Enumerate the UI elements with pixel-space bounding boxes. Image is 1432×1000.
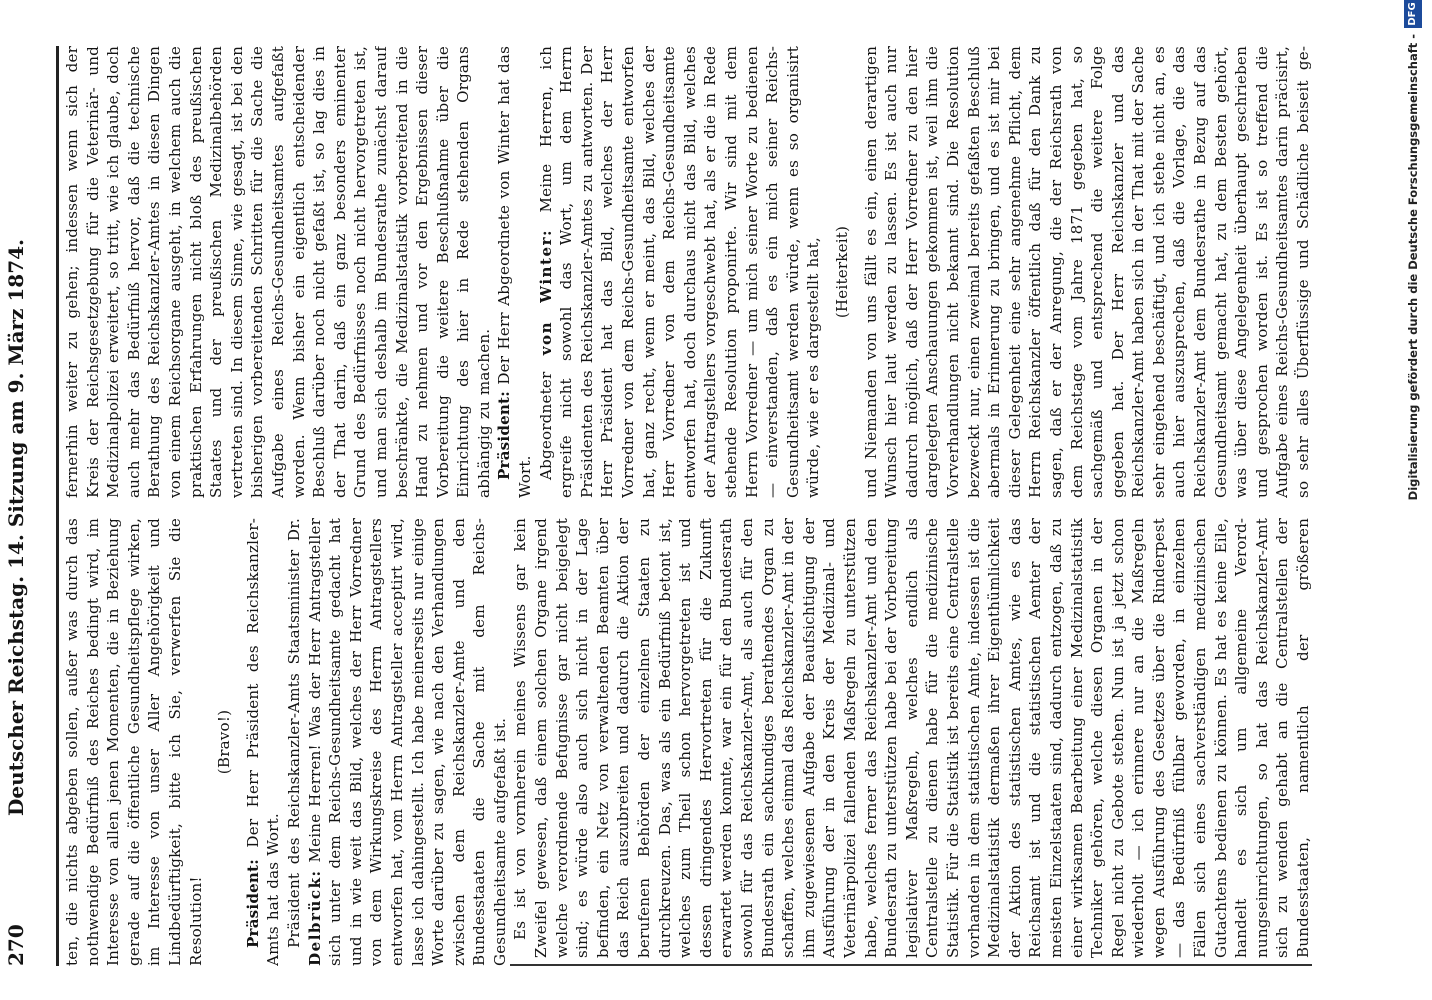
statement-text: Der Herr Abgeordnete von Winter hat das Wort. <box>495 46 535 498</box>
paragraph: fernerhin weiter zu gehen; indessen wenn sich der Kreis der Reichsgesetzgebung für die Veterinär- und Medizinalpolizei erweitert, so tritt, wie ich glaube, doch auch mehr das Bedürfniß hervor, daß die technische Berathung des Reichskanzler-Amtes in diesen Dingen von einem Reichsorgane ausgeht, in welchem auch die praktischen Erfahrungen nicht bloß des preußischen Staates und der preußischen Medizinalbehörden vertreten sind. In diesem Sinne, wie gesagt, ist bei den bisherigen vorbereitenden Schritten für die Sache die Aufgabe eines Reichs-Gesundheitsamtes aufgefaßt worden. Wenn bisher ein eigentlich entscheidender Beschluß darüber noch nicht gefaßt ist, so lag dies in der That darin, daß ein ganz besonders eminenter Grund des Bedürfnisses noch nicht hervorgetreten ist, und man sich deshalb im Bundesrathe zunächst darauf beschränkte, die Medizinalstatistik vorbereitend in die Hand zu nehmen und vor den Ergebnissen dieser Vorbereitung die weitere Beschlußnahme über die Einrichtung des hier in Rede stehenden Organs abhängig zu machen. <box>63 46 493 498</box>
statement-text: Der Herr Präsident des Reichskanzler-Amts hat das Wort. <box>243 518 283 966</box>
bravo-note: (Bravo!) <box>215 709 234 775</box>
president-statement <box>494 46 535 498</box>
digitization-credit <box>1404 0 1424 1000</box>
running-title: Deutscher Reichstag. 14. Sitzung am 9. März 1874. <box>4 238 28 816</box>
paragraph: ten, die nichts abgeben sollen, außer was durch das nothwendige Bedürfniß des Reiches bedingt wird, im Interesse von allen jenen Momenten, die in Beziehung gerade auf die öffentliche Gesundheitspflege wirken, im Interesse von unser Aller Angehörigkeit und Lindbedürftigkeit, bitte ich Sie, verwerfen Sie die Resolution! <box>63 518 205 966</box>
dfg-logo: DFG <box>1404 0 1422 28</box>
speaker-label: Präsident: <box>495 391 514 480</box>
speaker-name: von Winter: <box>536 228 555 356</box>
header-rule <box>56 46 59 966</box>
speaker-label: Präsident: <box>243 859 262 948</box>
credit-text: Digitalisierung gefördert durch die Deutsche Forschungsgemeinschaft - <box>1406 34 1420 501</box>
speech-text: Meine Herren, ich ergreife nicht sowohl das Wort, um dem Herrn Präsidenten des Reichskanzler-Amtes zu antworten. Der Herr Präsident hat das Bild, welches der Herr Vorredner von dem Reichs-Gesundheitsamte entworfen hat, ganz recht, wenn er meint, das Bild, welches der Herr Vorredner von dem Reichs-Gesundheitsamte entworfen hat, doch durchaus nicht das Bild, welches der Antragstellers vorgeschwebt hat, als er die in Rede stehende Resolution proponirte. Wir sind mit dem Herrn Vorredner — um mich seiner Worte zu bedienen — einverstanden, daß es ein mich seiner Reichs-Gesundheitsamt werden würde, wenn es so organisirt würde, wie er es dargestellt hat, <box>536 46 823 498</box>
left-column <box>62 518 1312 966</box>
speaker-title: Präsident des Reichskanzler-Amts Staatsminister Dr. <box>284 518 303 948</box>
paragraph: Es ist von vornherein meines Wissens gar kein Zweifel gewesen, daß einem solchen Organe irgend welche verordnende Befugnisse gar nicht beigelegt sind; es würde also auch sich nicht in der Lage befinden, ein Netz von verwaltenden Beamten über das Reich auszubreiten und dadurch die Aktion der berufenen Behörden der einzelnen Staaten zu durchkreuzen. Das, was als ein Bedürfniß betont ist, welches zum Theil schon hervorgetreten ist und dessen dringendes Hervortreten für die Zukunft erwartet werden konnte, war ein für den Bundesrath sowohl für das Reichskanzler-Amt, als auch für den Bundesrath ein sachkundiges berathendes Organ zu schaffen, welches einmal das Reichskanzler-Amt in der ihm zugewiesenen Aufgabe der Beaufsichtigung der Ausführung der in den Kreis der Medizinal- und Veterinärpolizei fallenden Maßregeln zu unterstützen habe, welches ferner das Reichskanzler-Amt und den Bundesrath zu unterstützen habe bei der Vorbereitung legislativer Maßregeln, welches endlich als Centralstelle zu dienen habe für die medizinische Statistik. Für die Statistik ist bereits eine Centralstelle vorhanden in dem statistischen Amte, indessen ist die Medizinalstatistik dermaßen ihrer Eigenthümlichkeit der Aktion des statistischen Amtes, wie es das Reichsamt ist und die statistischen Aemter der meisten Einzelstaaten sind, dadurch entzogen, daß zu einer wirksamen Bearbeitung einer Medizinalstatistik Techniker gehören, welche diesen Organen in der Regel nicht zu Gebote stehen. Nun ist ja jetzt schon wiederholt — ich erinnere nur an die Maßregeln wegen Ausführung des Gesetzes über die Rinderpest — das Bedürfniß fühlbar geworden, in einzelnen Fällen sich eines sachverständigen medizinischen Gutachtens bedienen zu können. Es hat es keine Eile, handelt es sich um allgemeine Verordnungseinrichtungen, so hat das Reichskanzler-Amt sich zu wenden gehabt an die Centralstellen der Bundesstaaten, namentlich der größeren <box>510 518 1312 966</box>
right-column <box>62 46 1312 498</box>
speech-text: Meine Herren! Was der Herr Antragsteller sich unter dem Reichs-Gesundheitsamte gedacht hat und in wie weit das Bild, welches der Herr Vorredner von dem Wirkungskreise des Herrn Antragstellers entworfen hat, vom Herrn Antragsteller acceptirt wird, lasse ich dahingestellt. Ich habe meinerseits nur einige Worte darüber zu sagen, wie nach den Verhandlungen zwischen dem Reichskanzler-Amte und den Bundesstaaten die Sache mit dem Reichs-Gesundheitsamte aufgefaßt ist. <box>305 518 509 966</box>
page-header <box>4 46 52 966</box>
winter-speech <box>536 46 824 498</box>
speaker-name: Delbrück: <box>305 869 324 966</box>
speaker-title: Abgeordneter <box>536 371 555 480</box>
heiterkeit-note: (Heiterkeit) <box>832 225 851 319</box>
page-number: 270 <box>4 924 28 966</box>
paragraph: und Niemanden von uns fällt es ein, einen derartigen Wunsch hier laut werden zu lassen. Es ist auch nur dadurch möglich, daß der Herr Vorredner zu den hier dargelegten Anschauungen gekommen ist, weil ihm die Vorverhandlungen nicht bekannt sind. Die Resolution bezweckt nur, einen zweimal bereits gefaßten Beschluß abermals in Erinnerung zu bringen, und es ist mir bei dieser Gelegenheit eine sehr angenehme Pflicht, dem Herrn Reichskanzler öffentlich daß für den Dank zu sagen, daß er der Anregung, die der Reichsrath von dem Reichstage vom Jahre 1871 gegeben hat, so sachgemäß und entsprechend die weitere Folge gegeben hat. Der Herr Reichskanzler und das Reichskanzler-Amt haben sich in der That mit der Sache sehr eingehend beschäftigt, und ich stehe nicht an, es auch hier auszusprechen, daß die Vorlage, die das Reichskanzler-Amt dem Bundesrathe in Bezug auf das Gesundheitsamt gemacht hat, zu dem Besten gehört, was über diese Angelegenheit überhaupt geschrieben und gesprochen worden ist. Es ist so treffend die Aufgabe eines Reichs-Gesundheitsamtes darin präcisirt, so sehr alles Überflüssige und Schädliche beiseit ge <box>861 46 1312 498</box>
president-statement <box>243 518 284 966</box>
delbrueck-intro-paragraph <box>284 518 511 966</box>
